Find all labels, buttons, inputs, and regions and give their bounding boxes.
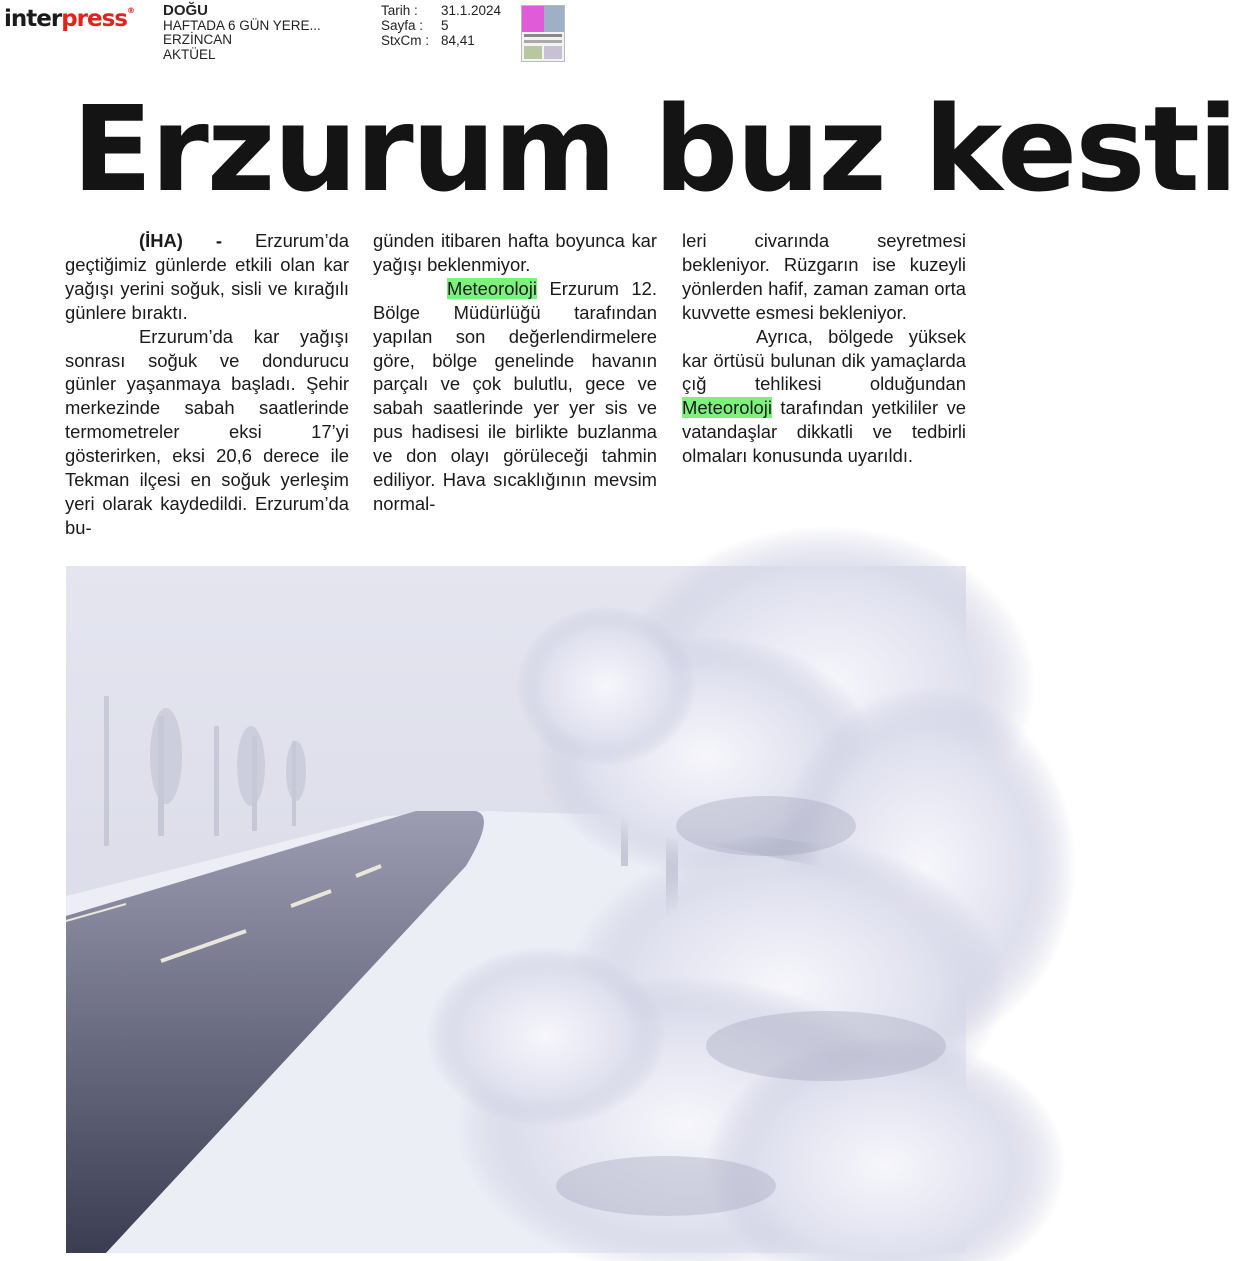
keyword-highlight: Meteoroloji (447, 277, 537, 299)
clipping-info (381, 3, 501, 48)
interpress-logo: interpress® (4, 6, 134, 32)
paragraph: leri civarında seyretmesi bekleniyor. Rüzgarın ise kuzeyli yönlerden hafif, zaman zaman orta kuvvette esmesi bekleniyor. (682, 230, 966, 323)
article-column-1 (65, 229, 349, 540)
page-label: Sayfa : (381, 18, 424, 33)
page-value: 5 (441, 18, 449, 33)
stxcm-label: StxCm : (381, 33, 430, 48)
paragraph: Ayrıca, bölgede yüksek kar örtüsü bulunan dik yamaçlarda çığ tehlikesi olduğundan (682, 325, 966, 395)
publication-info (163, 4, 321, 62)
paragraph: tarafından yetkililer ve vatandaşlar dikkatli ve tedbirli olmaları konusunda uyarıldı. (682, 397, 966, 467)
date-label: Tarih : (381, 3, 418, 18)
stxcm-value: 84,41 (441, 33, 475, 48)
date-value: 31.1.2024 (441, 3, 502, 18)
publication-section: AKTÜEL (163, 46, 216, 62)
page-thumbnail[interactable] (521, 5, 565, 62)
article-headline: Erzurum buz kesti (72, 80, 1236, 218)
publication-line: HAFTADA 6 GÜN YERE... (163, 17, 321, 33)
publication-city: ERZİNCAN (163, 32, 233, 47)
paragraph: günden itibaren hafta boyunca kar yağışı beklenmiyor. (373, 230, 657, 275)
paragraph: Erzurum 12. Bölge Müdürlüğü tarafından yapılan son değerlendirmelere göre, bölge genelinde havanın parçalı ve çok bulutlu, gece ve sabah saatlerinde yer yer sis ve pus hadisesi ile birlikte buzlanma ve don olayı görüleceği tahmin ediliyor. Hava sıcaklığının mevsim normal- (373, 277, 657, 514)
article-column-2 (373, 229, 657, 516)
agency-tag: (İHA) - (139, 230, 223, 251)
publication-name: DOĞU (163, 2, 208, 19)
article-column-3 (682, 229, 966, 468)
paragraph: Erzurum’da geçtiğimiz günlerde etkili olan kar yağışı yerini soğuk, sisli ve kırağılı günlere bıraktı. (65, 230, 350, 323)
keyword-highlight: Meteoroloji (682, 397, 772, 419)
paragraph: Erzurum’da kar yağışı sonrası soğuk ve dondurucu günler yaşanmaya başladı. Şehir merkezinde sabah saatlerinde termometreler eksi 17’yi gösterirken, eksi 20,6 derece ile Tekman ilçesi en soğuk yerleşim yeri olarak kaydedildi. Erzurum’da bu- (65, 325, 349, 538)
article-photo (66, 566, 966, 1253)
